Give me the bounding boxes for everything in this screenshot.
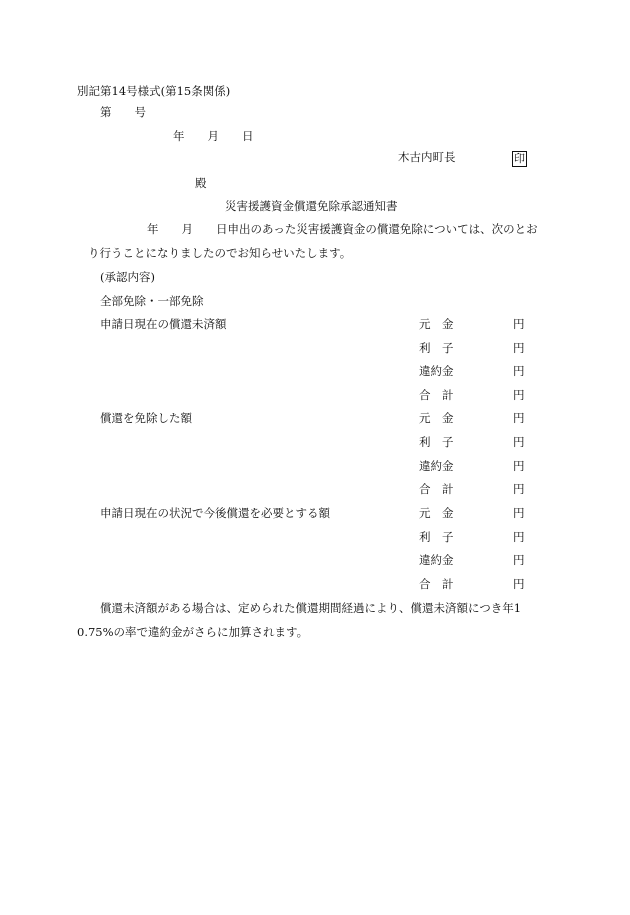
item-label: 利 子 — [419, 530, 454, 544]
unit-label: 円 — [513, 317, 525, 331]
note-line-2: 0.75%の率で違約金がさらに加算されます。 — [77, 625, 309, 639]
item-label: 元 金 — [419, 506, 454, 520]
section-row — [0, 508, 630, 524]
unit-label: 円 — [513, 553, 525, 567]
section-label: 申請日現在の状況で今後償還を必要とする額 — [100, 506, 330, 520]
section-row — [0, 390, 630, 406]
document-title: 災害援護資金償還免除承認通知書 — [225, 199, 398, 213]
item-label: 合 計 — [419, 388, 454, 402]
section-row — [0, 484, 630, 500]
unit-label: 円 — [513, 411, 525, 425]
section-row — [0, 413, 630, 429]
unit-label: 円 — [513, 364, 525, 378]
body-line-1: 年 月 日申出のあった災害援護資金の償還免除については、次のとお — [147, 222, 538, 236]
unit-label: 円 — [513, 341, 525, 355]
exemption-type: 全部免除・一部免除 — [100, 294, 204, 308]
seal-mark — [512, 151, 527, 167]
unit-label: 円 — [513, 388, 525, 402]
unit-label: 円 — [513, 482, 525, 496]
section-row — [0, 343, 630, 359]
approval-heading: (承認内容) — [100, 270, 155, 284]
section-row — [0, 532, 630, 548]
issuer-name: 木古内町長 — [398, 150, 456, 164]
item-label: 利 子 — [419, 341, 454, 355]
item-label: 合 計 — [419, 482, 454, 496]
section-row — [0, 319, 630, 335]
body-line-2: り行うことになりましたのでお知らせいたします。 — [88, 246, 352, 260]
section-row — [0, 437, 630, 453]
item-label: 元 金 — [419, 411, 454, 425]
addressee: 殿 — [195, 176, 207, 190]
section-row — [0, 579, 630, 595]
section-row — [0, 555, 630, 571]
item-label: 利 子 — [419, 435, 454, 449]
unit-label: 円 — [513, 459, 525, 473]
section-label: 償還を免除した額 — [100, 411, 192, 425]
item-label: 合 計 — [419, 577, 454, 591]
section-row — [0, 366, 630, 382]
unit-label: 円 — [513, 577, 525, 591]
document-number: 第 号 — [100, 105, 146, 119]
unit-label: 円 — [513, 530, 525, 544]
item-label: 違約金 — [419, 364, 454, 378]
item-label: 違約金 — [419, 553, 454, 567]
form-reference: 別記第14号様式(第15条関係) — [77, 84, 231, 98]
item-label: 元 金 — [419, 317, 454, 331]
unit-label: 円 — [513, 506, 525, 520]
item-label: 違約金 — [419, 459, 454, 473]
issuer-block — [398, 152, 456, 164]
section-label: 申請日現在の償還未済額 — [100, 317, 227, 331]
unit-label: 円 — [513, 435, 525, 449]
note-line-1: 償還未済額がある場合は、定められた償還期間経過により、償還未済額につき年1 — [100, 601, 522, 615]
document-date: 年 月 日 — [173, 129, 254, 143]
seal-icon: 印 — [514, 152, 525, 165]
section-row — [0, 461, 630, 477]
